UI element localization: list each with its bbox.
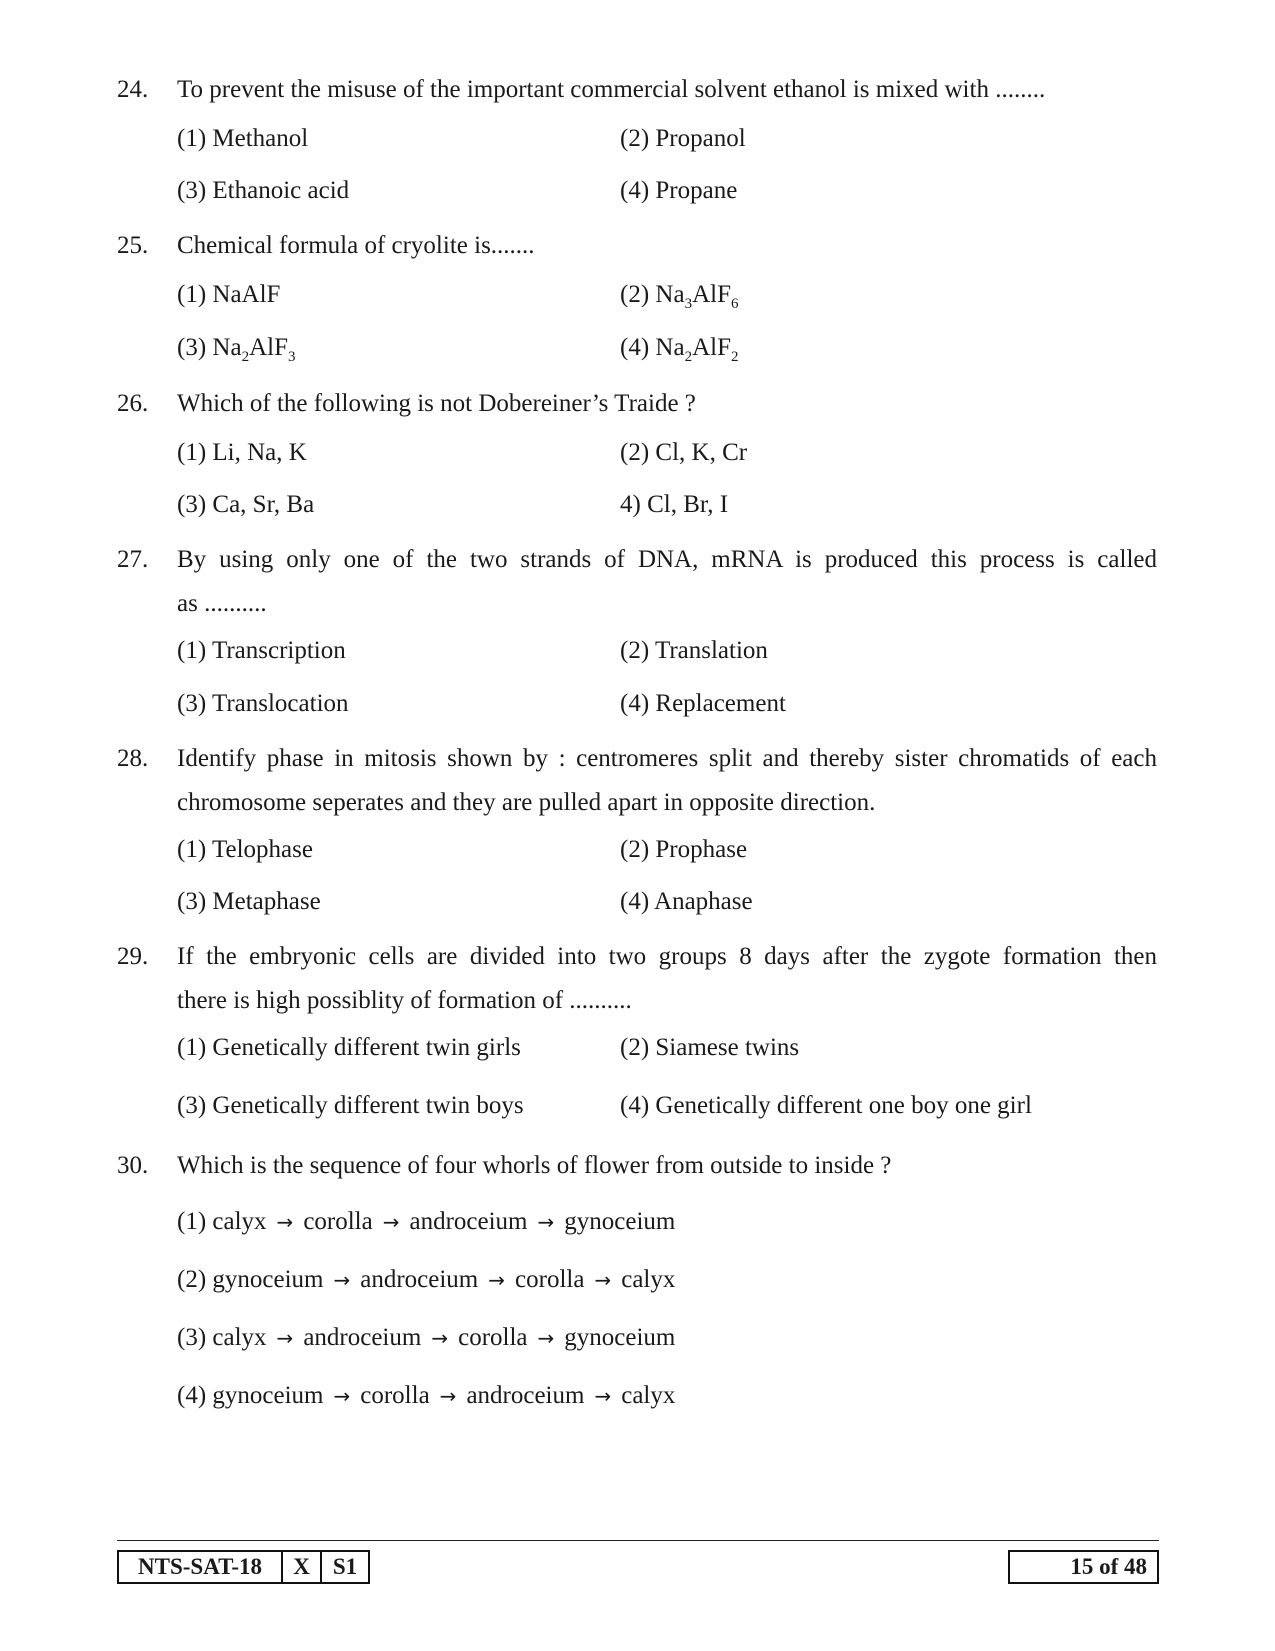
option-29-3[interactable]: (3) Genetically different twin boys xyxy=(177,1092,524,1119)
right-arrow-icon: → xyxy=(537,1326,555,1350)
option-24-4[interactable]: (4) Propane xyxy=(620,177,738,204)
right-arrow-icon: → xyxy=(276,1210,294,1234)
question-text-line-1: If the embryonic cells are divided into two groups 8 days after the zygote formation then xyxy=(177,943,1157,970)
question-27 xyxy=(117,538,1157,626)
option-30-2[interactable]: (2) gynoceium → androceium → corolla → calyx xyxy=(177,1266,676,1293)
option-25-2[interactable]: (2) $Na_3AlF_6$ xyxy=(620,281,739,312)
option-27-2[interactable]: (2) Translation xyxy=(620,637,768,664)
question-number: 30. xyxy=(117,1152,149,1179)
right-arrow-icon: → xyxy=(431,1326,449,1350)
option-30-4[interactable]: (4) gynoceium → corolla → androceium → calyx xyxy=(177,1382,676,1409)
option-26-4[interactable]: 4) Cl, Br, I xyxy=(620,491,729,518)
option-30-3[interactable]: (3) calyx → androceium → corolla → gynoceium xyxy=(177,1324,676,1351)
question-text-line-1: Identify phase in mitosis shown by : centromeres split and thereby sister chromatids of each xyxy=(177,745,1157,772)
question-28 xyxy=(117,737,1157,825)
footer-set: S1 xyxy=(320,1550,370,1584)
question-number: 26. xyxy=(117,390,149,417)
right-arrow-icon: → xyxy=(537,1210,555,1234)
option-24-3[interactable]: (3) Ethanoic acid xyxy=(177,177,350,204)
right-arrow-icon: → xyxy=(333,1384,351,1408)
question-30 xyxy=(117,1144,1157,1188)
option-27-4[interactable]: (4) Replacement xyxy=(620,690,786,717)
option-30-1[interactable]: (1) calyx → corolla → androceium → gynoceium xyxy=(177,1208,676,1235)
question-24 xyxy=(117,68,1157,112)
question-number: 25. xyxy=(117,232,149,259)
question-number: 27. xyxy=(117,546,149,573)
option-26-2[interactable]: (2) Cl, K, Cr xyxy=(620,439,748,466)
option-26-1[interactable]: (1) Li, Na, K xyxy=(177,439,307,466)
option-29-4[interactable]: (4) Genetically different one boy one girl xyxy=(620,1092,1032,1119)
option-28-3[interactable]: (3) Metaphase xyxy=(177,888,321,915)
option-27-3[interactable]: (3) Translocation xyxy=(177,690,349,717)
question-text-line-1: By using only one of the two strands of DNA, mRNA is produced this process is called xyxy=(177,546,1157,573)
option-25-3[interactable]: (3) $Na_2AlF_3$ xyxy=(177,334,296,365)
option-25-1[interactable]: (1) NaAlF xyxy=(177,281,281,308)
footer-divider xyxy=(117,1540,1159,1541)
question-text: Which of the following is not Dobereiner’s Traide ? xyxy=(177,390,696,417)
footer-exam-code: NTS-SAT-18 xyxy=(117,1550,283,1584)
option-27-1[interactable]: (1) Transcription xyxy=(177,637,346,664)
option-25-4[interactable]: (4) $Na_2AlF_2$ xyxy=(620,334,739,365)
question-number: 28. xyxy=(117,745,149,772)
right-arrow-icon: → xyxy=(594,1384,612,1408)
question-29 xyxy=(117,935,1157,1023)
option-28-2[interactable]: (2) Prophase xyxy=(620,836,748,863)
question-text-line-2: there is high possiblity of formation of .......... xyxy=(177,987,632,1014)
question-text: Chemical formula of cryolite is....... xyxy=(177,232,535,259)
right-arrow-icon: → xyxy=(333,1268,351,1292)
right-arrow-icon: → xyxy=(439,1384,457,1408)
right-arrow-icon: → xyxy=(488,1268,506,1292)
question-text: To prevent the misuse of the important commercial solvent ethanol is mixed with ........ xyxy=(177,76,1046,103)
footer-standard: X xyxy=(281,1550,322,1584)
question-number: 29. xyxy=(117,943,149,970)
option-24-1[interactable]: (1) Methanol xyxy=(177,125,309,152)
right-arrow-icon: → xyxy=(594,1268,612,1292)
question-text-line-2: chromosome seperates and they are pulled apart in opposite direction. xyxy=(177,789,876,816)
option-28-1[interactable]: (1) Telophase xyxy=(177,836,313,863)
question-text: Which is the sequence of four whorls of flower from outside to inside ? xyxy=(177,1152,892,1179)
question-25 xyxy=(117,224,1157,268)
option-29-1[interactable]: (1) Genetically different twin girls xyxy=(177,1034,521,1061)
right-arrow-icon: → xyxy=(276,1326,294,1350)
option-29-2[interactable]: (2) Siamese twins xyxy=(620,1034,800,1061)
option-28-4[interactable]: (4) Anaphase xyxy=(620,888,753,915)
option-26-3[interactable]: (3) Ca, Sr, Ba xyxy=(177,491,315,518)
option-24-2[interactable]: (2) Propanol xyxy=(620,125,746,152)
question-text-line-2: as .......... xyxy=(177,590,267,617)
question-number: 24. xyxy=(117,76,149,103)
question-26 xyxy=(117,382,1157,426)
footer-page-number: 15 of 48 xyxy=(1008,1550,1159,1584)
right-arrow-icon: → xyxy=(382,1210,400,1234)
